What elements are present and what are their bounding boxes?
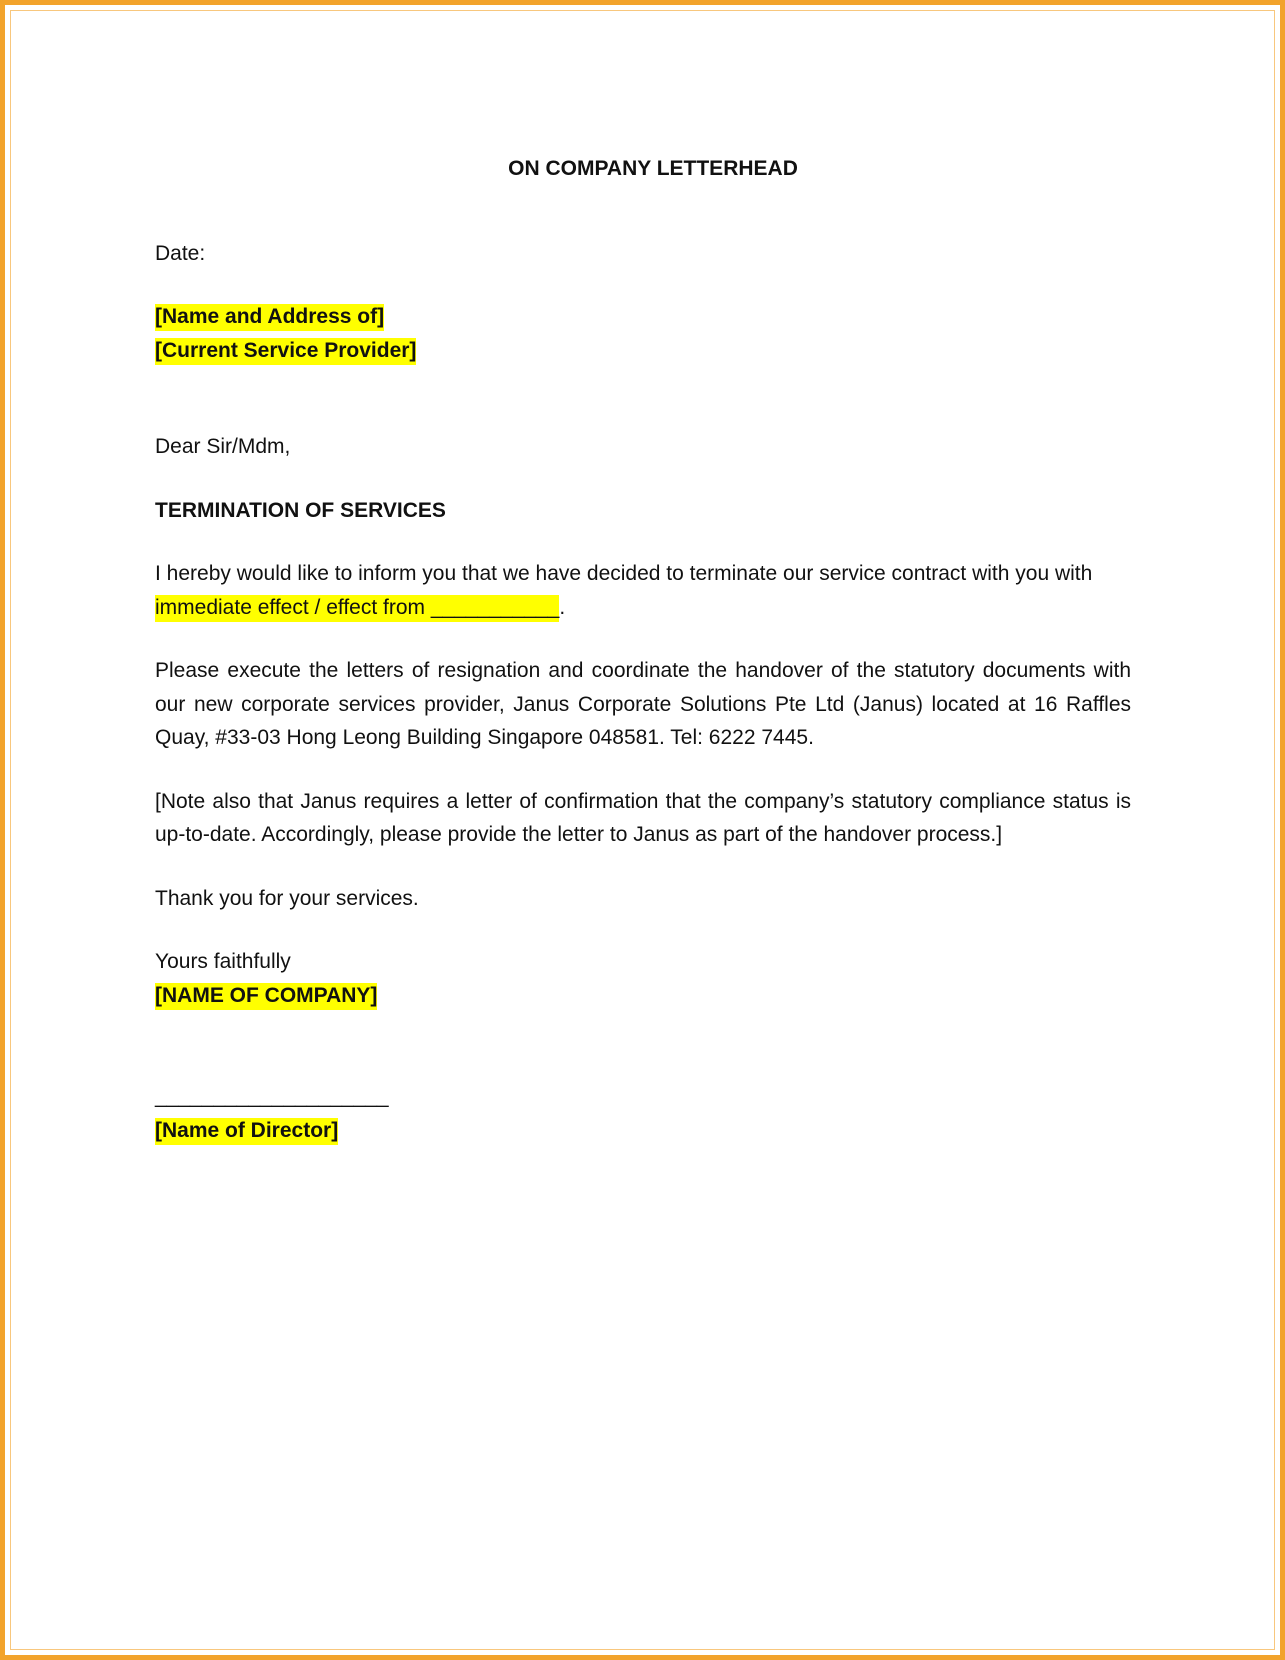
paragraph-note: [Note also that Janus requires a letter of confirmation that the company’s statutory compliance status is up-to-date. Accordingly, please provide the letter to Janus as part of the handover process.] (155, 789, 1131, 846)
paragraph-termination (155, 557, 1131, 624)
company-name-placeholder: [NAME OF COMPANY] (155, 983, 377, 1010)
recipient-line-1 (155, 300, 1131, 334)
director-name-placeholder: [Name of Director] (155, 1118, 338, 1145)
company-name-line (155, 979, 1131, 1013)
closing-line: Yours faithfully (155, 950, 291, 973)
director-name-line (155, 1114, 1131, 1148)
date-label: Date: (155, 241, 206, 265)
recipient-line-2-text: [Current Service Provider] (155, 338, 416, 365)
signature-line: ____________________ (155, 1085, 389, 1108)
paragraph-handover: Please execute the letters of resignation and coordinate the handover of the statutory documents with our new corporate services provider, Janus Corporate Solutions Pte Ltd (Janus) located at 16 Raffles Quay, #33-03 Hong Leong Building Singapore 048581. Tel: 6222 7445. (155, 659, 1131, 749)
recipient-line-1-text: [Name and Address of] (155, 304, 384, 331)
paragraph-termination-end: . (559, 595, 566, 619)
salutation: Dear Sir/Mdm, (155, 435, 291, 458)
letter-body (155, 152, 1131, 1147)
paragraph-termination-text: I hereby would like to inform you that we have decided to terminate our service contract with you with (155, 562, 1093, 585)
thanks-line: Thank you for your services. (155, 886, 419, 910)
effective-date-placeholder: immediate effect / effect from ___________ (155, 595, 559, 622)
subject-heading: TERMINATION OF SERVICES (155, 498, 446, 522)
letterhead-heading: ON COMPANY LETTERHEAD (508, 157, 798, 180)
recipient-line-2 (155, 334, 1131, 368)
